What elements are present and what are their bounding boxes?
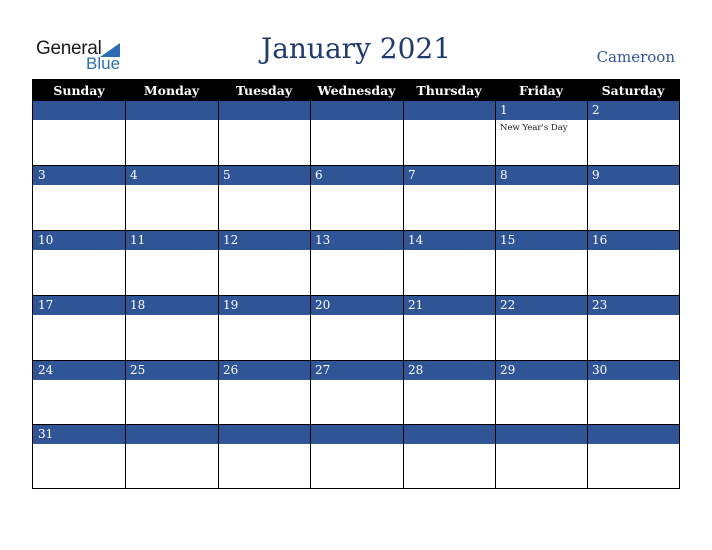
day-number: 6 <box>315 168 323 182</box>
week-divider <box>33 165 679 166</box>
day-number: 26 <box>223 363 239 377</box>
day-number: 22 <box>500 298 516 312</box>
calendar-title: January 2021 <box>260 32 452 65</box>
weekday-thursday: Thursday <box>416 83 482 98</box>
day-number: 11 <box>130 233 146 247</box>
day-cell[interactable] <box>495 166 587 231</box>
day-cell[interactable] <box>125 425 218 488</box>
weekday-header-row <box>33 80 679 101</box>
day-cell[interactable] <box>125 231 218 296</box>
day-number: 29 <box>500 363 516 377</box>
day-cell[interactable] <box>310 166 403 231</box>
day-cell[interactable] <box>125 101 218 166</box>
column-divider <box>218 101 219 488</box>
day-cell[interactable] <box>218 425 310 488</box>
day-number: 1 <box>500 103 508 117</box>
week-divider <box>33 230 679 231</box>
day-cell[interactable] <box>403 166 495 231</box>
column-divider <box>403 101 404 488</box>
day-cell[interactable] <box>310 231 403 296</box>
day-number: 18 <box>130 298 146 312</box>
week-row <box>33 101 679 166</box>
day-cell[interactable] <box>587 166 679 231</box>
day-cell[interactable] <box>33 166 125 231</box>
day-number: 30 <box>592 363 608 377</box>
day-cell[interactable] <box>587 231 679 296</box>
day-number: 13 <box>315 233 331 247</box>
day-cell[interactable] <box>495 101 587 166</box>
day-cell[interactable] <box>403 361 495 425</box>
calendar-grid <box>32 79 680 489</box>
day-number: 20 <box>315 298 331 312</box>
weekday-sunday: Sunday <box>53 83 105 98</box>
day-cell[interactable] <box>33 101 125 166</box>
week-row <box>33 166 679 231</box>
day-cell[interactable] <box>495 361 587 425</box>
week-divider <box>33 295 679 296</box>
day-number: 23 <box>592 298 608 312</box>
day-cell[interactable] <box>587 296 679 361</box>
column-divider <box>495 101 496 488</box>
day-cell[interactable] <box>33 361 125 425</box>
day-cell[interactable] <box>218 296 310 361</box>
day-cell[interactable] <box>403 231 495 296</box>
day-cell[interactable] <box>587 361 679 425</box>
weekday-saturday: Saturday <box>601 83 665 98</box>
day-number: 24 <box>38 363 54 377</box>
holiday-label: New Year's Day <box>500 123 568 133</box>
day-cell[interactable] <box>587 425 679 488</box>
week-row <box>33 361 679 425</box>
day-cell[interactable] <box>218 101 310 166</box>
day-cell[interactable] <box>125 296 218 361</box>
day-cell[interactable] <box>403 425 495 488</box>
day-number: 31 <box>38 427 54 441</box>
day-cell[interactable] <box>218 361 310 425</box>
day-cell[interactable] <box>495 296 587 361</box>
day-cell[interactable] <box>310 425 403 488</box>
column-divider <box>125 101 126 488</box>
country-label: Cameroon <box>596 48 675 66</box>
logo-text-general: General <box>36 38 102 59</box>
weekday-friday: Friday <box>518 83 564 98</box>
day-number: 25 <box>130 363 146 377</box>
day-cell[interactable] <box>403 296 495 361</box>
day-cell[interactable] <box>495 231 587 296</box>
day-cell[interactable] <box>310 361 403 425</box>
day-cell[interactable] <box>403 101 495 166</box>
day-number: 17 <box>38 298 54 312</box>
week-divider <box>33 424 679 425</box>
weekday-wednesday: Wednesday <box>317 83 396 98</box>
logo-text-blue: Blue <box>86 54 121 73</box>
week-divider <box>33 360 679 361</box>
day-number: 14 <box>408 233 424 247</box>
day-number: 21 <box>408 298 424 312</box>
column-divider <box>310 101 311 488</box>
day-cell[interactable] <box>218 166 310 231</box>
day-cell[interactable] <box>218 231 310 296</box>
day-number: 12 <box>223 233 239 247</box>
day-number: 10 <box>38 233 54 247</box>
day-number: 7 <box>408 168 416 182</box>
day-number: 8 <box>500 168 508 182</box>
day-number: 15 <box>500 233 516 247</box>
day-cell[interactable] <box>125 361 218 425</box>
day-number: 28 <box>408 363 424 377</box>
day-cell[interactable] <box>125 166 218 231</box>
day-number: 27 <box>315 363 331 377</box>
day-cell[interactable] <box>310 296 403 361</box>
day-number: 16 <box>592 233 608 247</box>
day-cell[interactable] <box>310 101 403 166</box>
day-number: 4 <box>130 168 138 182</box>
weekday-monday: Monday <box>143 83 200 98</box>
day-cell[interactable] <box>33 425 125 488</box>
column-divider <box>587 101 588 488</box>
week-row <box>33 231 679 296</box>
day-number: 9 <box>592 168 600 182</box>
day-cell[interactable] <box>33 231 125 296</box>
week-row <box>33 425 679 488</box>
day-cell[interactable] <box>33 296 125 361</box>
day-cell[interactable] <box>495 425 587 488</box>
weekday-tuesday: Tuesday <box>235 83 293 98</box>
day-number: 19 <box>223 298 239 312</box>
week-row <box>33 296 679 361</box>
day-number: 5 <box>223 168 231 182</box>
day-number: 3 <box>38 168 46 182</box>
day-cell[interactable] <box>587 101 679 166</box>
day-number: 2 <box>592 103 600 117</box>
